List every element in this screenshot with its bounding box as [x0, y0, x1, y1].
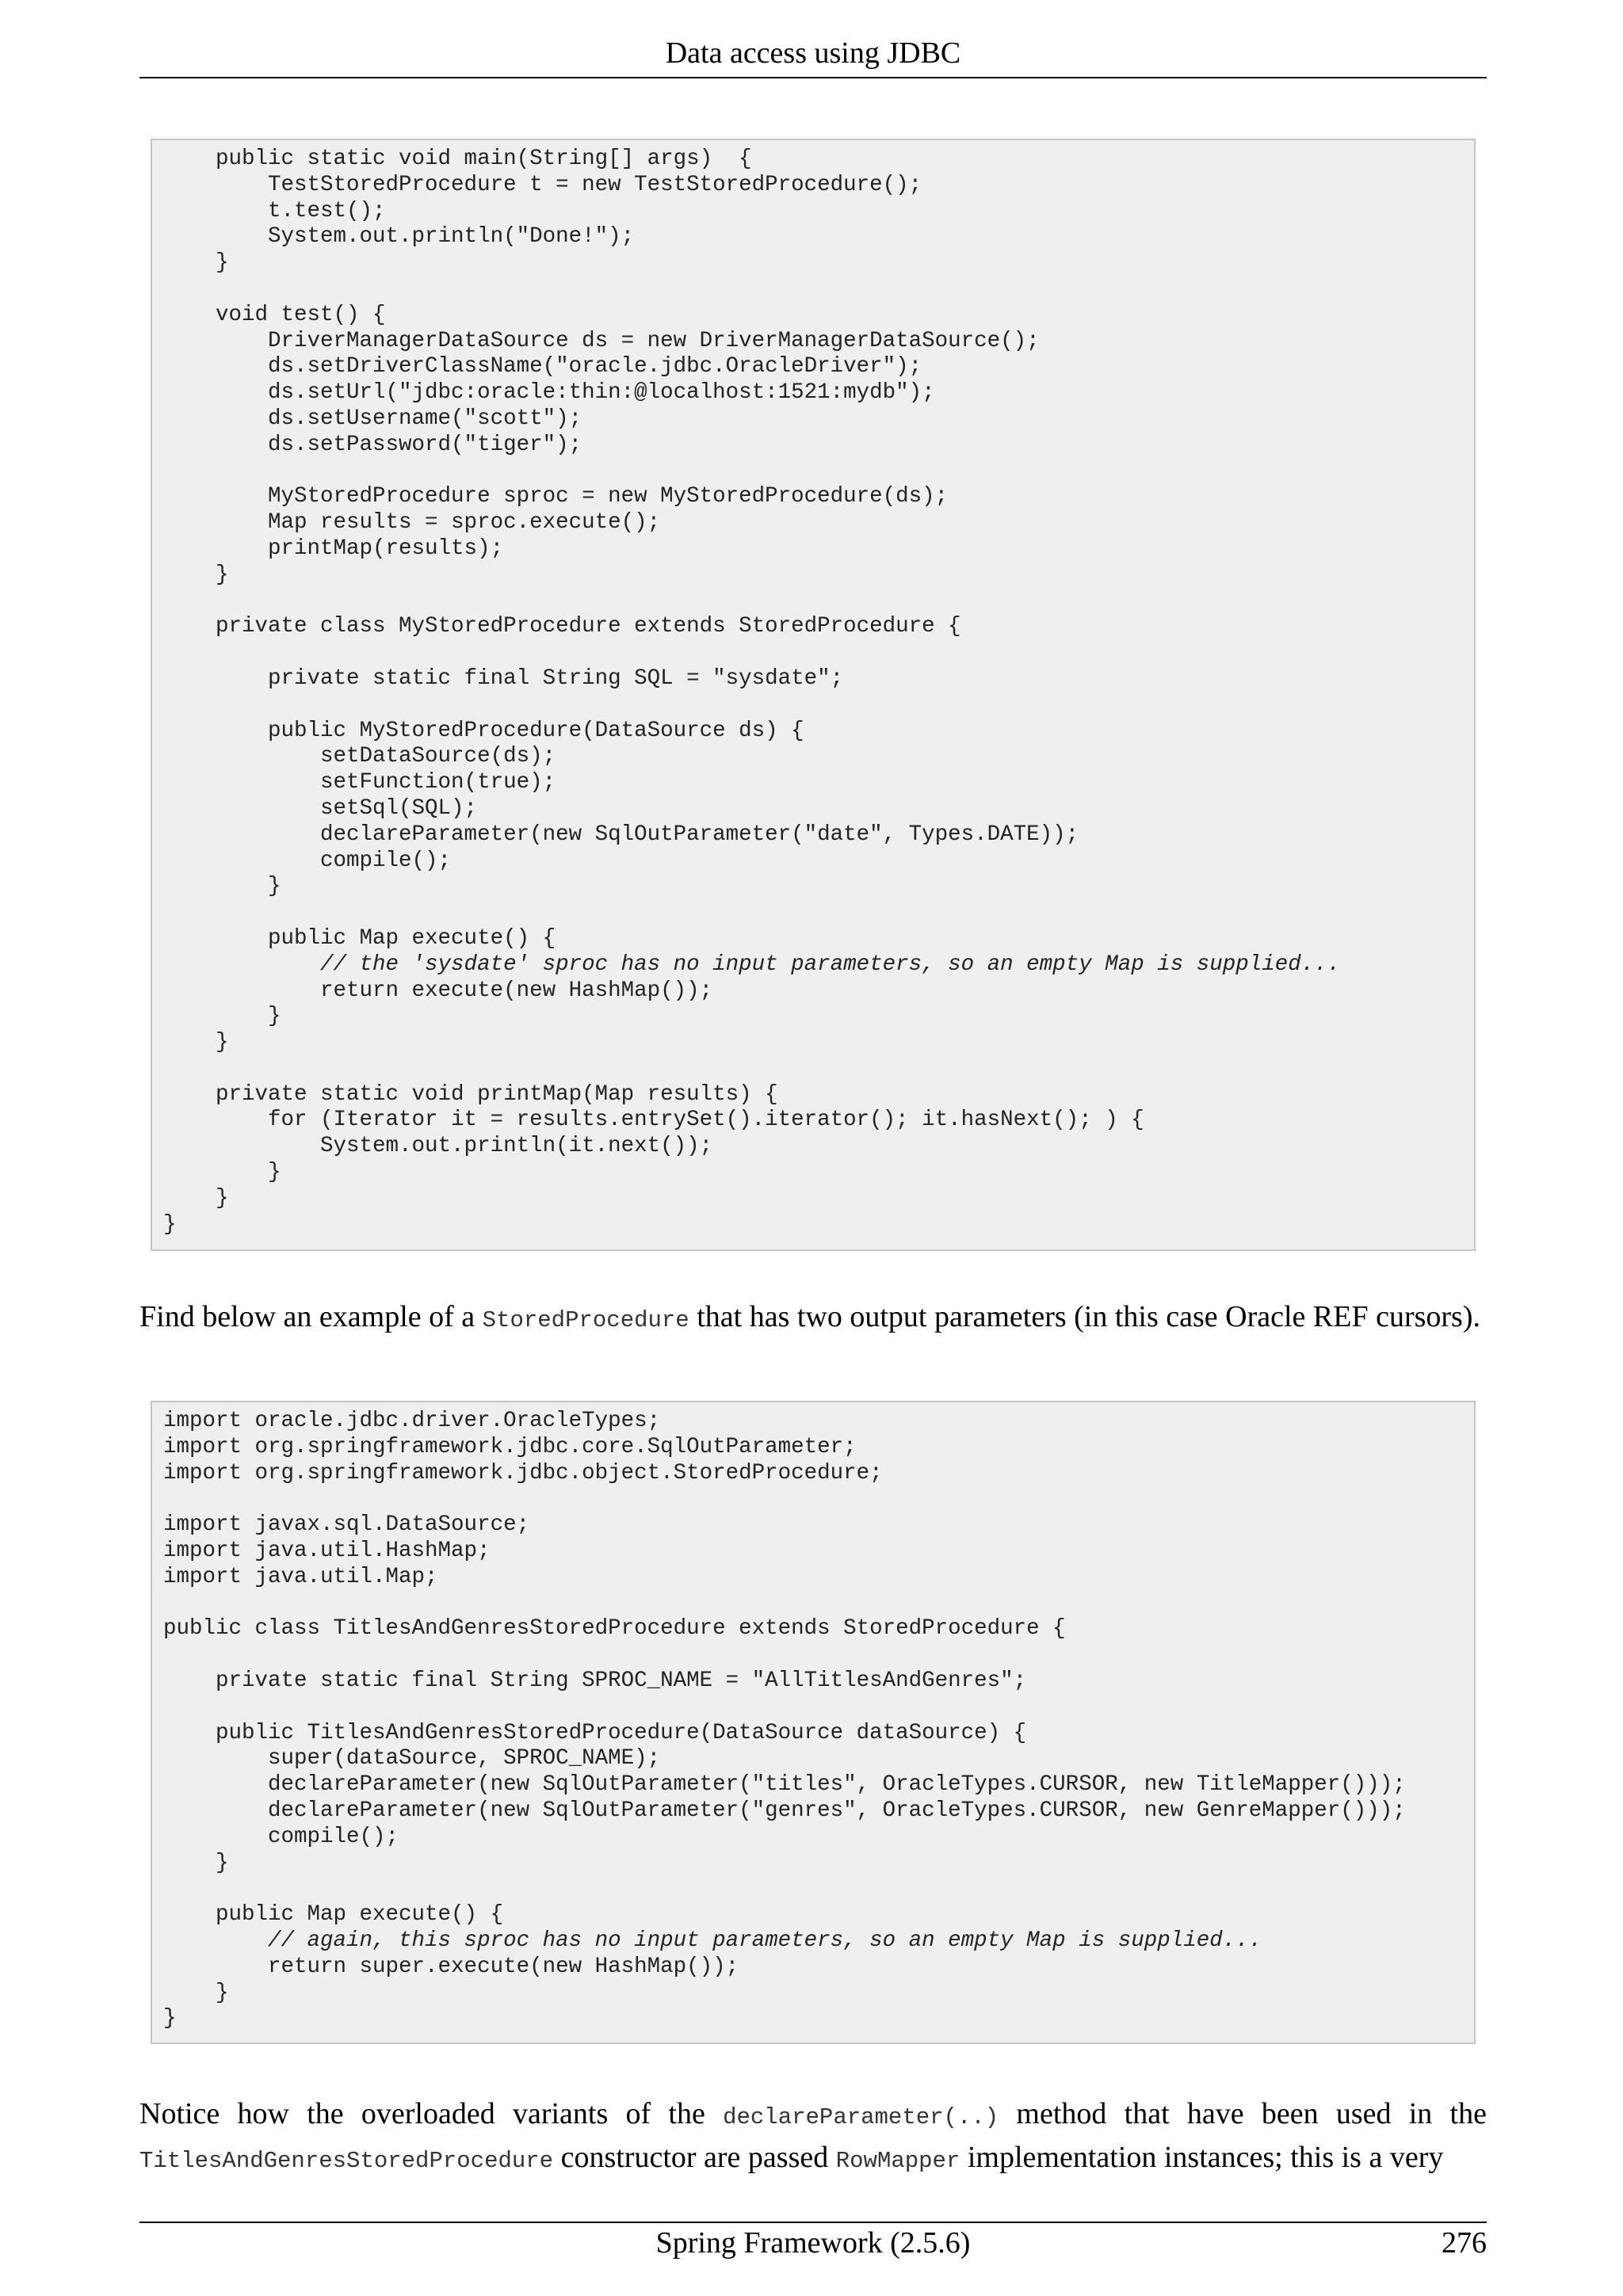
code-line	[163, 692, 1463, 719]
code-line: }	[163, 2006, 177, 2031]
code-line: }	[163, 1211, 177, 1237]
code-line: printMap(results);	[163, 536, 504, 561]
paragraph-text: Find below an example of a	[139, 1300, 483, 1333]
code-line: }	[163, 1980, 229, 2005]
inline-code: declareParameter(..)	[723, 2104, 999, 2130]
code-line	[163, 1056, 1463, 1082]
code-line: public static void main(String[] args) {	[163, 147, 752, 171]
code-line: void test() {	[163, 302, 386, 327]
code-line	[163, 1486, 1463, 1512]
code-line: import oracle.jdbc.driver.OracleTypes;	[163, 1409, 661, 1433]
code-line: }	[163, 562, 229, 587]
code-line: public MyStoredProcedure(DataSource ds) {	[163, 718, 804, 743]
code-line: DriverManagerDataSource ds = new DriverManagerDataSource();	[163, 328, 1040, 353]
code-line: ds.setPassword("tiger");	[163, 432, 582, 457]
code-line: import javax.sql.DataSource;	[163, 1512, 530, 1538]
code-line: private static final String SPROC_NAME = "AllTitlesAndGenres";	[163, 1668, 1027, 1693]
code-line: Map results = sproc.execute();	[163, 510, 661, 536]
code-line: }	[163, 250, 229, 276]
code-line: // again, this sproc has no input parameters, so an empty Map is supplied...	[163, 1928, 1262, 1953]
code-line: declareParameter(new SqlOutParameter("titles", OracleTypes.CURSOR, new TitleMapper()));	[163, 1772, 1406, 1798]
code-line	[163, 1695, 1463, 1721]
code-line: setFunction(true);	[163, 770, 556, 795]
paragraph-text: Notice how the overloaded variants of the	[139, 2097, 724, 2130]
code-line: private static final String SQL = "sysdate";	[163, 666, 844, 691]
inline-code: RowMapper	[835, 2148, 960, 2174]
paragraph-text: method that have been used in the	[999, 2097, 1487, 2130]
page-footer	[139, 2222, 1487, 2264]
code-line: setDataSource(ds);	[163, 744, 556, 769]
code-line	[163, 1591, 1463, 1617]
code-line: public Map execute() {	[163, 1902, 504, 1928]
code-line: }	[163, 1160, 281, 1185]
code-line: public TitlesAndGenresStoredProcedure(DataSource dataSource) {	[163, 1720, 1027, 1745]
code-line: declareParameter(new SqlOutParameter("date", Types.DATE));	[163, 822, 1079, 847]
code-line: import java.util.HashMap;	[163, 1538, 491, 1563]
code-line: System.out.println(it.next());	[163, 1134, 713, 1159]
inline-code: TitlesAndGenresStoredProcedure	[139, 2148, 554, 2174]
code-line: declareParameter(new SqlOutParameter("genres", OracleTypes.CURSOR, new GenreMapper()));	[163, 1798, 1406, 1823]
code-line: ds.setDriverClassName("oracle.jdbc.OracleDriver");	[163, 354, 922, 379]
code-line: public Map execute() {	[163, 925, 556, 951]
code-line: private class MyStoredProcedure extends StoredProcedure {	[163, 614, 961, 639]
code-line: ds.setUrl("jdbc:oracle:thin:@localhost:1521:mydb");	[163, 380, 935, 406]
code-line	[163, 1876, 1463, 1902]
code-line: compile();	[163, 848, 452, 873]
page-header: Data access using JDBC	[665, 36, 961, 70]
code-line: TestStoredProcedure t = new TestStoredProcedure();	[163, 172, 922, 197]
header-rule	[139, 77, 1487, 78]
code-line: import org.springframework.jdbc.object.StoredProcedure;	[163, 1460, 883, 1486]
code-line: }	[163, 1850, 229, 1875]
code-line: setSql(SQL);	[163, 795, 478, 821]
code-line: compile();	[163, 1824, 399, 1849]
code-line	[163, 459, 1463, 485]
paragraph-output-parameters	[139, 1297, 1487, 1341]
code-line: super(dataSource, SPROC_NAME);	[163, 1746, 661, 1772]
code-line: public class TitlesAndGenresStoredProcedure extends StoredProcedure {	[163, 1616, 1066, 1642]
code-line: import java.util.Map;	[163, 1564, 438, 1589]
paragraph-text: that has two output parameters (in this case Oracle REF cursors).	[689, 1300, 1480, 1333]
code-line	[163, 900, 1463, 926]
code-line: for (Iterator it = results.entrySet().iterator(); it.hasNext(); ) {	[163, 1108, 1144, 1133]
code-line	[163, 640, 1463, 666]
page-number: 276	[1442, 2226, 1487, 2260]
paragraph-text: constructor are passed	[553, 2141, 836, 2174]
code-line: // the 'sysdate' sproc has no input parameters, so an empty Map is supplied...	[163, 952, 1341, 977]
code-line: ds.setUsername("scott");	[163, 406, 582, 431]
code-line: private static void printMap(Map results) {	[163, 1081, 778, 1107]
code-line: import org.springframework.jdbc.core.SqlOutParameter;	[163, 1434, 857, 1459]
code-block-titles-and-genres	[151, 1401, 1476, 2044]
code-line: }	[163, 1004, 281, 1029]
code-line: t.test();	[163, 198, 386, 223]
code-line: }	[163, 874, 281, 899]
code-line: return super.execute(new HashMap());	[163, 1954, 739, 1979]
code-line: System.out.println("Done!");	[163, 224, 635, 250]
code-line: }	[163, 1030, 229, 1055]
inline-code: StoredProcedure	[482, 1307, 689, 1333]
code-block-stored-procedure-test	[151, 139, 1476, 1251]
paragraph-text: implementation instances; this is a very	[960, 2141, 1444, 2174]
code-line	[163, 277, 1463, 303]
code-line	[163, 589, 1463, 615]
paragraph-declare-parameter	[139, 2094, 1487, 2181]
footer-title: Spring Framework (2.5.6)	[655, 2226, 971, 2260]
code-line	[163, 1642, 1463, 1669]
code-line: }	[163, 1185, 229, 1211]
code-line: return execute(new HashMap());	[163, 978, 713, 1003]
code-line: MyStoredProcedure sproc = new MyStoredProcedure(ds);	[163, 484, 949, 509]
